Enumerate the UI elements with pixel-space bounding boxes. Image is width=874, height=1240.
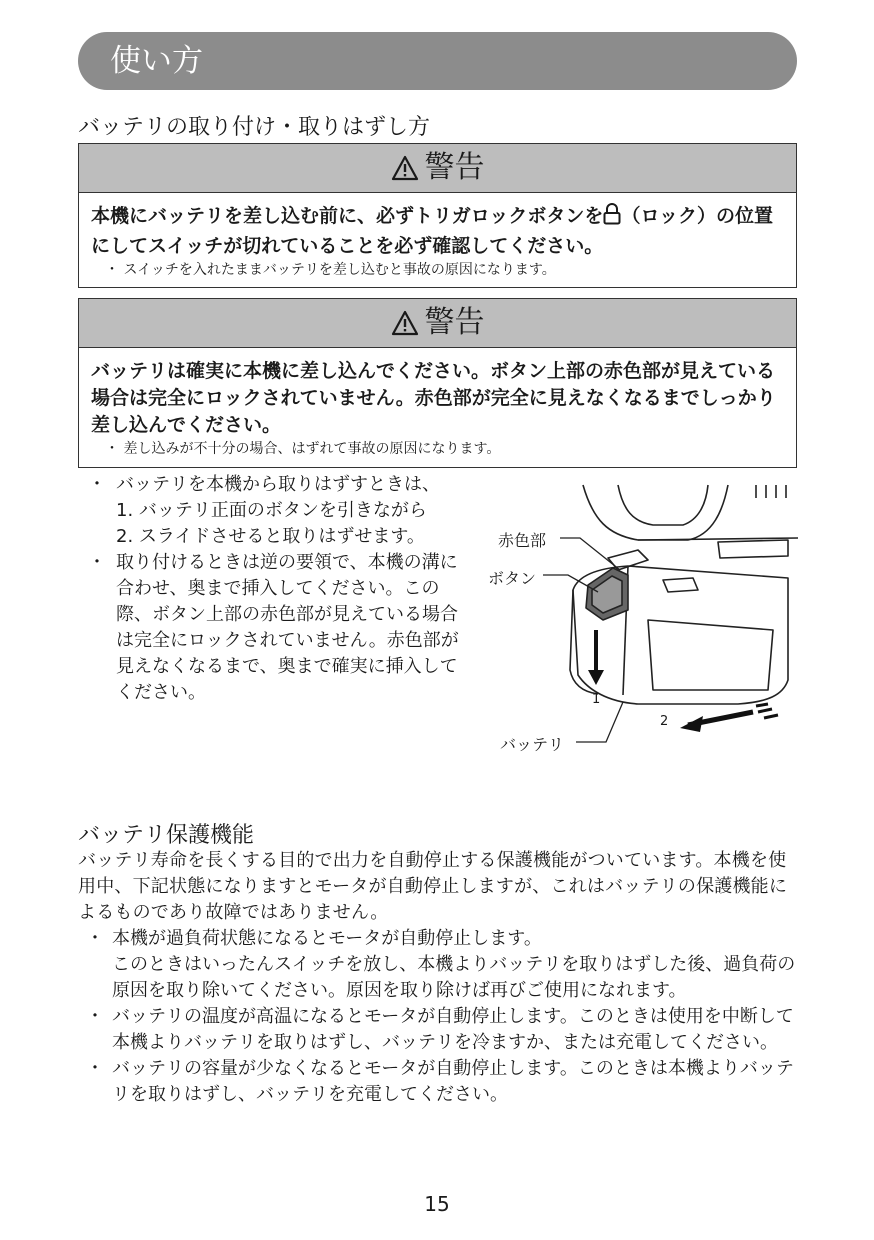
battery-illustration [488,480,798,770]
warning-text-1-after: （ロック）の位置にしてスイッチが切れていることを必ず確認してください。 [91,205,774,257]
warning-box-1 [78,143,797,288]
protection-item [78,1004,800,1056]
protection-item-line: バッテリの温度が高温になるとモータが自動停止します。このときは使用を中断して本機よりバッテリを取りはずし、バッテリを冷ますか、または充電してください。 [112,1006,794,1053]
warning-title-text-2: 警告 [424,305,485,340]
protection-item-line: 本機が過負荷状態になるとモータが自動停止します。 [112,928,542,949]
instruction-text: バッテリを本機から取りはずすときは、 [116,474,440,495]
instruction-text: 取り付けるときは逆の要領で、本機の溝に合わせ、奥まで挿入してください。この際、ボタン上部の赤色部が見えている場合は完全にロックされていません。赤色部が見えなくなるまで、奥まで確実に挿入してください。 [116,552,459,703]
protection-item [78,1056,800,1108]
bullet-mark: ・ [86,1058,104,1079]
warning-text-1 [91,203,784,260]
protection-body [78,848,800,1108]
label-step-1: 1 [592,692,601,707]
warning-title-text-1: 警告 [424,150,485,185]
protection-title: バッテリ保護機能 [78,823,255,848]
bullet-mark: ・ [88,552,106,573]
lock-icon [603,203,621,233]
battery-section-title: バッテリの取り付け・取りはずし方 [78,115,431,140]
label-button: ボタン [488,569,537,588]
warning-triangle-icon [391,310,419,336]
protection-item [78,926,800,1004]
warning-triangle-icon [391,155,419,181]
warning-note-2: ・ 差し込みが不十分の場合、はずれて事故の原因になります。 [105,441,501,457]
section-header [78,32,797,90]
label-red-part: 赤色部 [498,531,547,550]
warning-text-2: バッテリは確実に本機に差し込んでください。ボタン上部の赤色部が見えている場合は完全にロックされていません。赤色部が完全に見えなくなるまでしっかり差し込んでください。 [91,360,776,436]
instruction-step-1: 1. バッテリ正面のボタンを引きながら [116,500,427,521]
label-battery: バッテリ [500,735,565,754]
protection-intro: バッテリ寿命を長くする目的で出力を自動停止する保護機能がついています。本機を使用中、下記状態になりますとモータが自動停止しますが、これはバッテリの保護機能によるものであり故障ではありません。 [78,850,788,923]
instruction-item [88,550,460,706]
warning-note-1: ・ スイッチを入れたままバッテリを差し込むと事故の原因になります。 [105,262,556,278]
warning-title-2 [79,299,796,348]
warning-title-1 [79,144,796,193]
instruction-item [88,472,460,498]
label-step-2: 2 [660,714,669,729]
protection-item-detail: このときはいったんスイッチを放し、本機よりバッテリを取りはずした後、過負荷の原因を取り除いてください。原因を取り除けば再びご使用になれます。 [112,954,796,1001]
bullet-mark: ・ [88,474,106,495]
instruction-step-2: 2. スライドさせると取りはずせます。 [116,526,425,547]
instruction-list [88,472,460,706]
bullet-mark: ・ [86,928,104,949]
protection-item-line: バッテリの容量が少なくなるとモータが自動停止します。このときは本機よりバッテリを取りはずし、バッテリを充電してください。 [112,1058,794,1105]
warning-box-2 [78,298,797,468]
section-header-title: 使い方 [110,43,203,79]
bullet-mark: ・ [86,1006,104,1027]
warning-text-1-before: 本機にバッテリを差し込む前に、必ずトリガロックボタンを [91,205,604,227]
battery-drawing [488,480,798,770]
page-number: 15 [424,1192,450,1216]
